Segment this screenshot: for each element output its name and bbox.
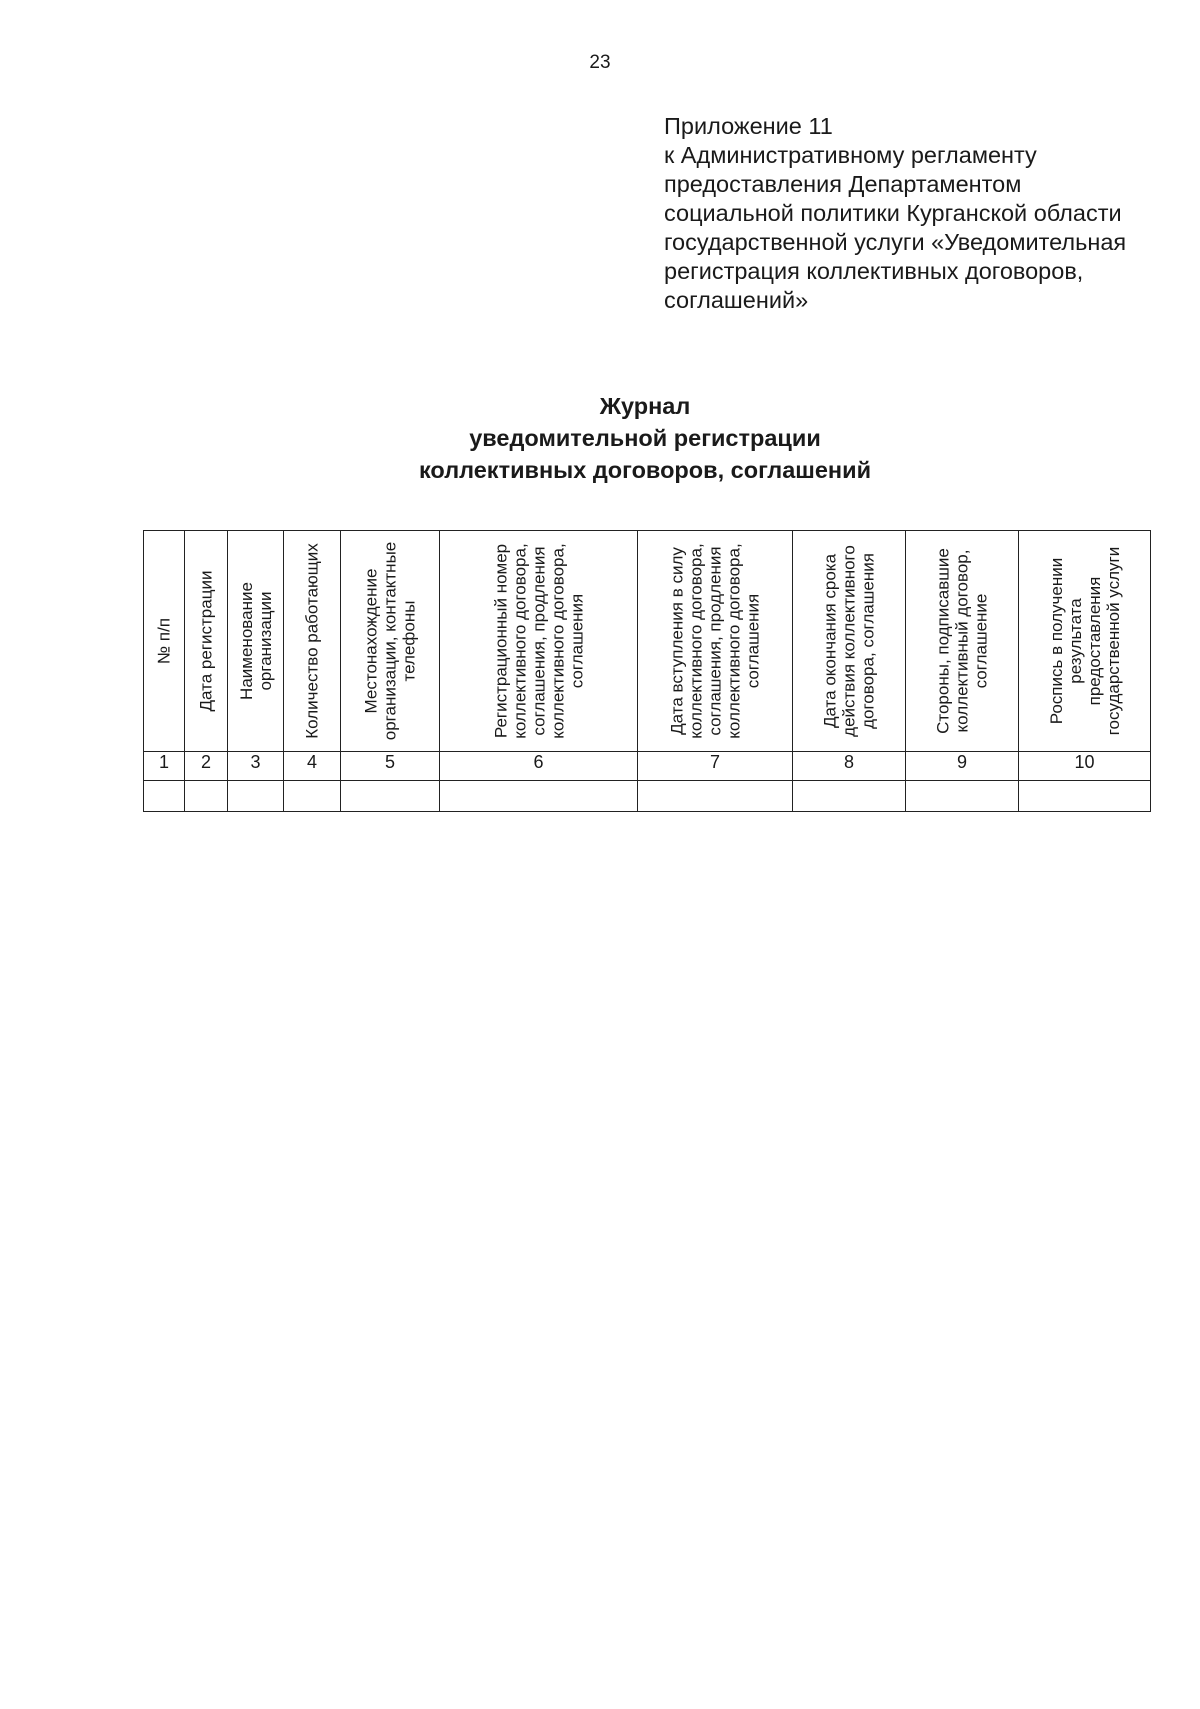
header-cell	[228, 531, 284, 752]
header-cell	[284, 531, 341, 752]
column-number: 7	[638, 752, 793, 781]
header-cell	[638, 531, 793, 752]
header-cell	[1019, 531, 1151, 752]
appendix-line: соглашений»	[664, 287, 809, 313]
header-label: Дата окончания срока действия коллективного договора, соглашения	[820, 545, 878, 737]
appendix-line: социальной политики Курганской области	[664, 200, 1122, 226]
header-cell	[793, 531, 906, 752]
empty-cell	[638, 781, 793, 812]
empty-entry-row	[144, 781, 1151, 812]
header-cell	[440, 531, 638, 752]
appendix-note	[664, 112, 1184, 315]
header-label: Наименование организации	[236, 582, 275, 700]
column-number-row	[144, 752, 1151, 781]
column-number: 5	[341, 752, 440, 781]
appendix-line: регистрация коллективных договоров,	[664, 258, 1084, 284]
header-label: № п/п	[154, 617, 174, 665]
appendix-line: к Административному регламенту	[664, 142, 1037, 168]
header-label: Местонахождение организации, контактные телефоны	[361, 541, 419, 741]
column-number: 1	[144, 752, 185, 781]
header-label: Роспись в получении результата предоставления государственной услуги	[1046, 546, 1123, 736]
empty-cell	[1019, 781, 1151, 812]
empty-cell	[228, 781, 284, 812]
empty-cell	[284, 781, 341, 812]
column-number: 9	[906, 752, 1019, 781]
page-number: 23	[589, 52, 611, 73]
header-cell	[906, 531, 1019, 752]
column-number: 6	[440, 752, 638, 781]
header-label: Количество работающих	[302, 543, 322, 739]
appendix-line: государственной услуги «Уведомительная	[664, 229, 1127, 255]
empty-cell	[185, 781, 228, 812]
column-number: 2	[185, 752, 228, 781]
header-cell	[185, 531, 228, 752]
empty-cell	[906, 781, 1019, 812]
empty-cell	[144, 781, 185, 812]
header-label: Регистрационный номер коллективного договора, соглашения, продления коллективного договора, соглашения	[491, 543, 586, 739]
column-number: 10	[1019, 752, 1151, 781]
appendix-line: предоставления Департаментом	[664, 171, 1022, 197]
column-number: 3	[228, 752, 284, 781]
journal-table	[143, 530, 1151, 812]
document-title	[300, 390, 990, 486]
empty-cell	[793, 781, 906, 812]
header-row	[144, 531, 1151, 752]
column-number: 4	[284, 752, 341, 781]
title-line: Журнал	[599, 393, 691, 419]
header-label: Дата регистрации	[196, 570, 216, 712]
header-cell	[144, 531, 185, 752]
header-label: Стороны, подписавшие коллективный договор, соглашение	[933, 548, 991, 734]
title-line: уведомительной регистрации	[469, 425, 821, 451]
header-label: Дата вступления в силу коллективного договора, соглашения, продления коллективного договора, соглашения	[667, 543, 763, 739]
column-number: 8	[793, 752, 906, 781]
title-line: коллективных договоров, соглашений	[418, 457, 872, 483]
empty-cell	[341, 781, 440, 812]
header-cell	[341, 531, 440, 752]
appendix-line: Приложение 11	[664, 113, 833, 139]
empty-cell	[440, 781, 638, 812]
